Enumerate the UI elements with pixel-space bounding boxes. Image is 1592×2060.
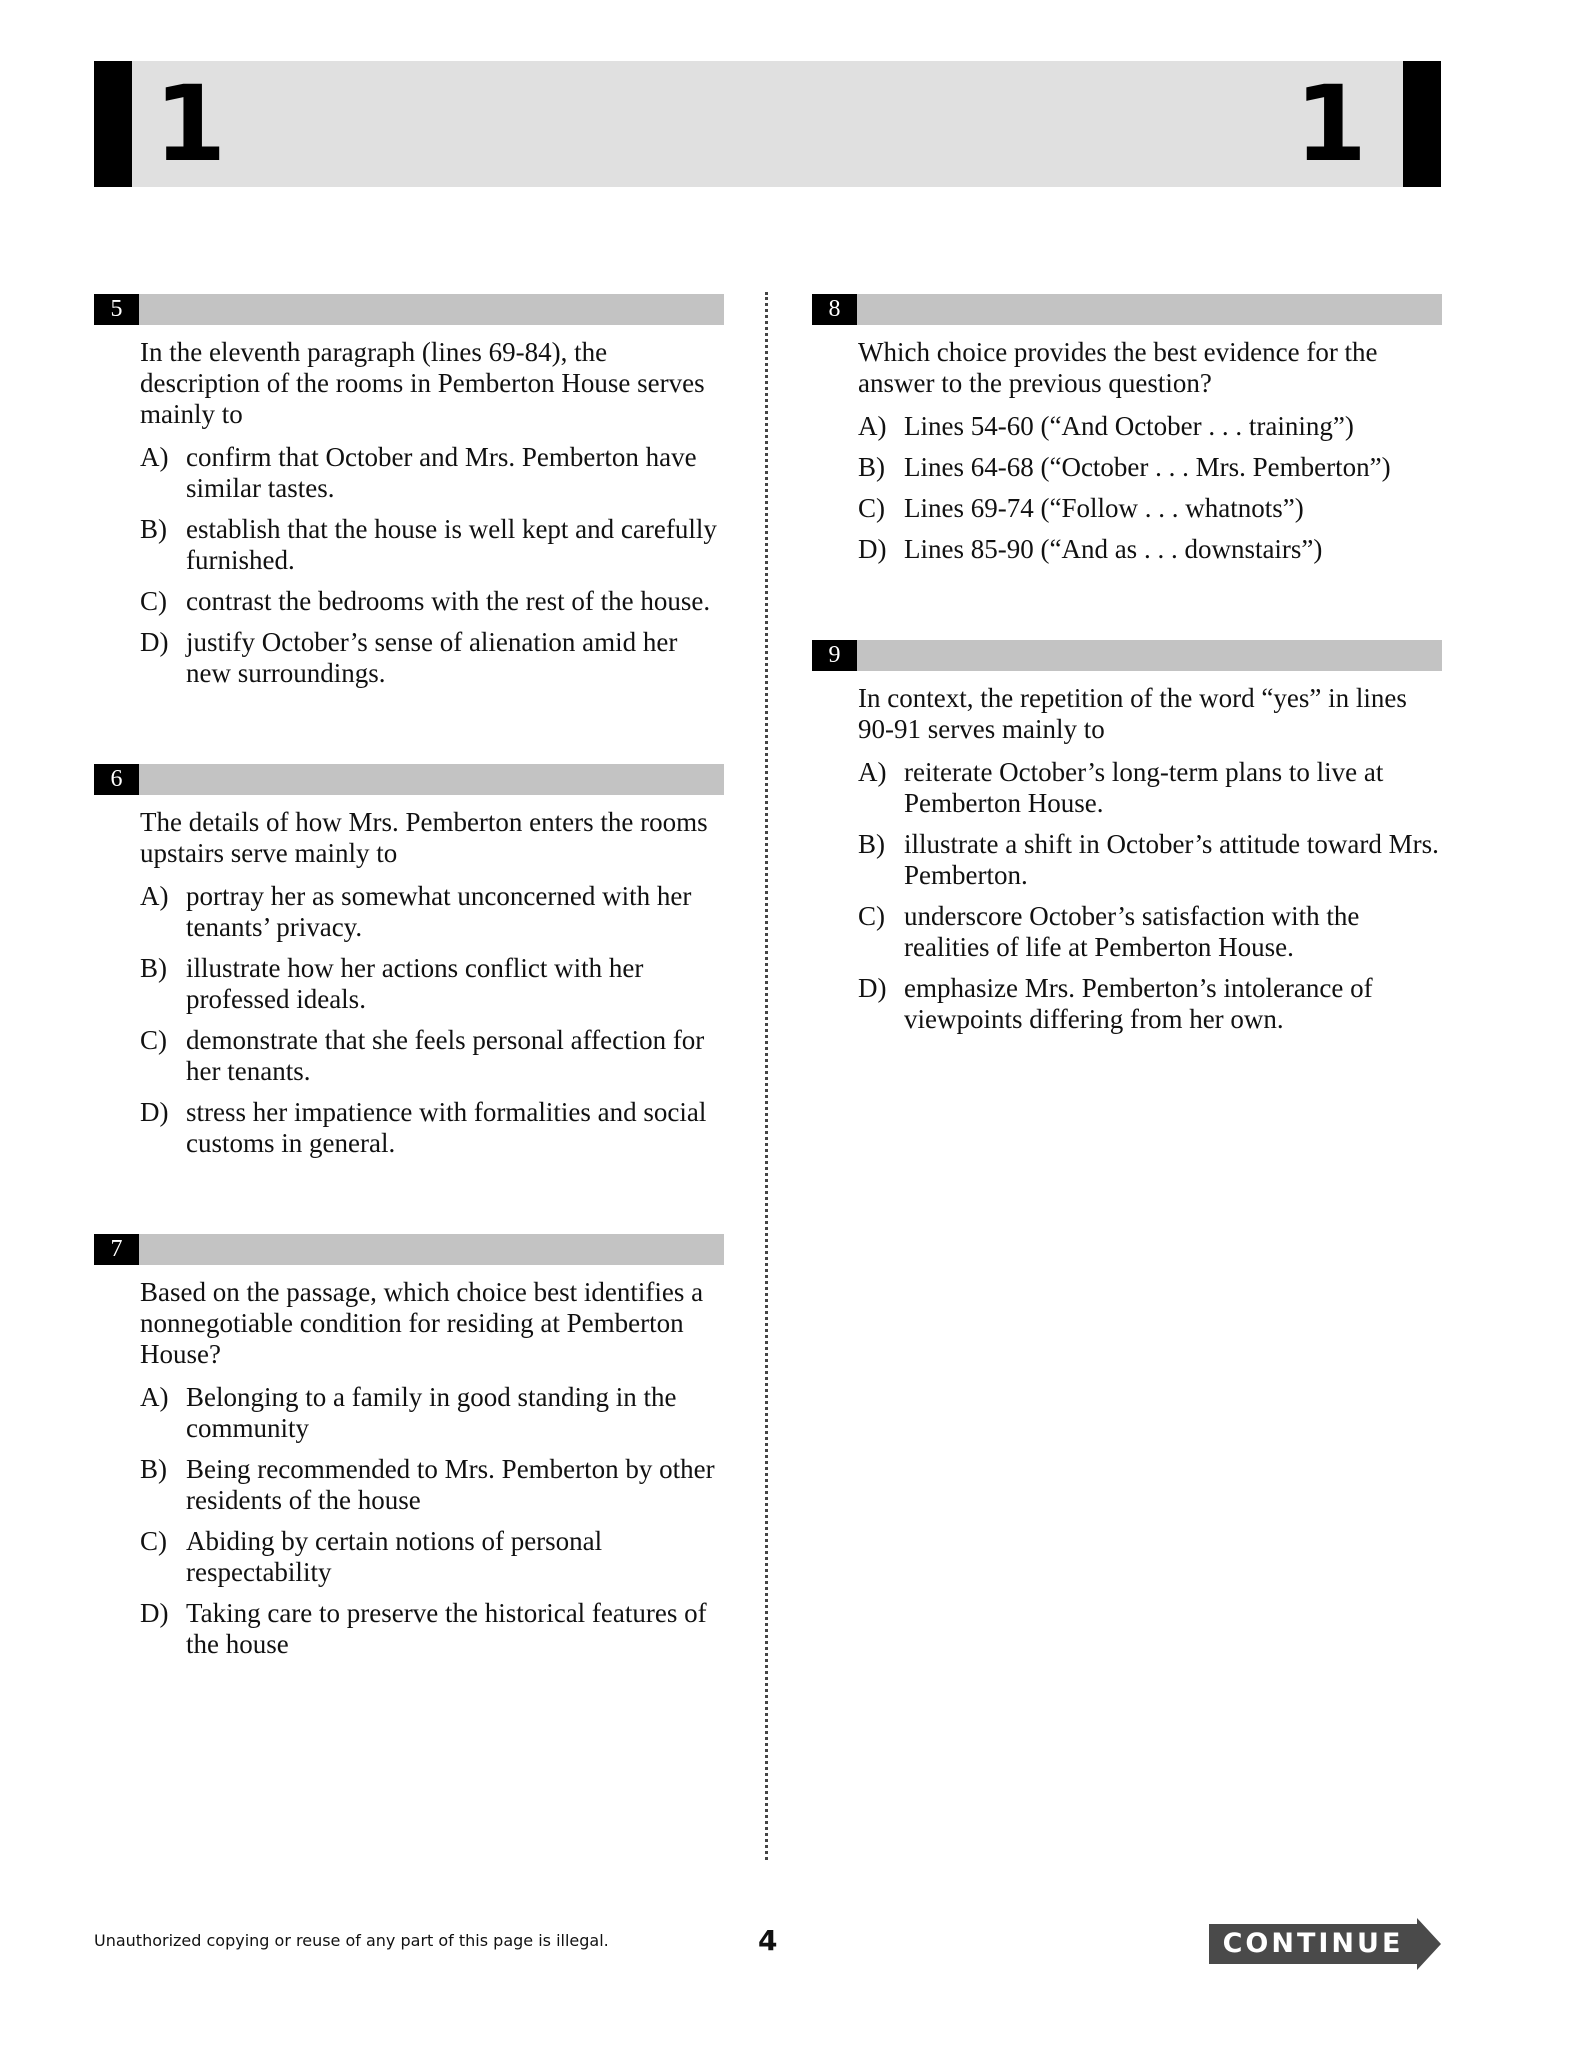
choice-letter: A): [858, 411, 887, 441]
question-number: 6: [94, 764, 139, 795]
choice-text: Lines 54-60 (“And October . . . training”): [904, 411, 1354, 441]
choice-text: justify October’s sense of alienation amid her new surroundings.: [186, 627, 678, 688]
choice-text: underscore October’s satisfaction with the realities of life at Pemberton House.: [904, 901, 1360, 962]
question-stem: In context, the repetition of the word “yes” in lines 90-91 serves mainly to: [858, 683, 1407, 744]
choice-text: Taking care to preserve the historical features of the house: [186, 1598, 707, 1659]
choice-a[interactable]: [140, 1382, 724, 1444]
question-stem: Which choice provides the best evidence for the answer to the previous question?: [858, 337, 1378, 398]
choice-d[interactable]: [140, 1097, 724, 1159]
choice-text: contrast the bedrooms with the rest of the house.: [186, 586, 711, 616]
choice-text: reiterate October’s long-term plans to live at Pemberton House.: [904, 757, 1384, 818]
choice-text: stress her impatience with formalities and social customs in general.: [186, 1097, 707, 1158]
choice-b[interactable]: [140, 953, 724, 1015]
choice-text: illustrate a shift in October’s attitude toward Mrs. Pemberton.: [904, 829, 1439, 890]
choice-a[interactable]: [858, 411, 1442, 442]
choice-b[interactable]: [140, 514, 724, 576]
choice-letter: A): [858, 757, 887, 787]
choice-text: establish that the house is well kept and carefully furnished.: [186, 514, 717, 575]
question-6: [94, 764, 724, 1169]
question-7: [94, 1234, 724, 1670]
choice-letter: D): [140, 1598, 169, 1628]
choice-b[interactable]: [858, 829, 1442, 891]
question-header: [94, 1234, 724, 1265]
choice-text: Belonging to a family in good standing in the community: [186, 1382, 677, 1443]
choice-text: emphasize Mrs. Pemberton’s intolerance of viewpoints differing from her own.: [904, 973, 1373, 1034]
question-5: [94, 294, 724, 699]
question-header: [812, 640, 1442, 671]
choice-c[interactable]: [140, 1526, 724, 1588]
choice-letter: B): [140, 1454, 167, 1484]
choice-a[interactable]: [140, 881, 724, 943]
choice-c[interactable]: [858, 493, 1442, 524]
continue-button[interactable]: [1209, 1918, 1441, 1970]
choice-c[interactable]: [858, 901, 1442, 963]
question-header: [812, 294, 1442, 325]
choice-letter: D): [140, 627, 169, 657]
question-stem: Based on the passage, which choice best identifies a nonnegotiable condition for residing at Pemberton House?: [140, 1277, 704, 1369]
section-bar-right: [1403, 61, 1441, 187]
page-number: 4: [758, 1924, 778, 1957]
choice-d[interactable]: [140, 1598, 724, 1660]
choice-letter: A): [140, 881, 169, 911]
choice-b[interactable]: [858, 452, 1442, 483]
choice-d[interactable]: [140, 627, 724, 689]
section-number-left: 1: [154, 63, 227, 185]
choice-d[interactable]: [858, 973, 1442, 1035]
choice-text: demonstrate that she feels personal affection for her tenants.: [186, 1025, 705, 1086]
choice-letter: D): [858, 534, 887, 564]
choice-text: Lines 64-68 (“October . . . Mrs. Pemberton”): [904, 452, 1391, 482]
choice-letter: B): [858, 829, 885, 859]
choice-letter: B): [858, 452, 885, 482]
choice-text: confirm that October and Mrs. Pemberton have similar tastes.: [186, 442, 697, 503]
continue-label: CONTINUE: [1222, 1928, 1404, 1959]
choice-letter: B): [140, 514, 167, 544]
question-number: 8: [812, 294, 857, 325]
choice-letter: C): [858, 901, 885, 931]
choice-letter: D): [140, 1097, 169, 1127]
choice-letter: B): [140, 953, 167, 983]
choice-letter: A): [140, 442, 169, 472]
choice-text: portray her as somewhat unconcerned with her tenants’ privacy.: [186, 881, 692, 942]
choice-letter: A): [140, 1382, 169, 1412]
choice-a[interactable]: [140, 442, 724, 504]
choice-text: Being recommended to Mrs. Pemberton by other residents of the house: [186, 1454, 715, 1515]
question-number: 7: [94, 1234, 139, 1265]
question-number: 5: [94, 294, 139, 325]
choice-text: Lines 85-90 (“And as . . . downstairs”): [904, 534, 1323, 564]
question-header: [94, 294, 724, 325]
column-divider: [765, 292, 768, 1860]
choice-a[interactable]: [858, 757, 1442, 819]
choice-c[interactable]: [140, 586, 724, 617]
choice-d[interactable]: [858, 534, 1442, 565]
choice-text: Abiding by certain notions of personal respectability: [186, 1526, 603, 1587]
choice-letter: C): [140, 586, 167, 616]
question-stem: The details of how Mrs. Pemberton enters the rooms upstairs serve mainly to: [140, 807, 708, 868]
question-header: [94, 764, 724, 795]
question-stem: In the eleventh paragraph (lines 69-84), the description of the rooms in Pemberton House serves mainly to: [140, 337, 705, 429]
question-number: 9: [812, 640, 857, 671]
section-bar-left: [94, 61, 132, 187]
section-number-right: 1: [1294, 63, 1367, 185]
copyright-notice: Unauthorized copying or reuse of any part of this page is illegal.: [94, 1931, 609, 1950]
choice-letter: D): [858, 973, 887, 1003]
question-9: [812, 640, 1442, 1045]
choice-letter: C): [858, 493, 885, 523]
choice-letter: C): [140, 1526, 167, 1556]
section-header: [94, 61, 1441, 187]
choice-text: illustrate how her actions conflict with her professed ideals.: [186, 953, 644, 1014]
choice-letter: C): [140, 1025, 167, 1055]
choice-text: Lines 69-74 (“Follow . . . whatnots”): [904, 493, 1304, 523]
choice-b[interactable]: [140, 1454, 724, 1516]
question-8: [812, 294, 1442, 575]
choice-c[interactable]: [140, 1025, 724, 1087]
